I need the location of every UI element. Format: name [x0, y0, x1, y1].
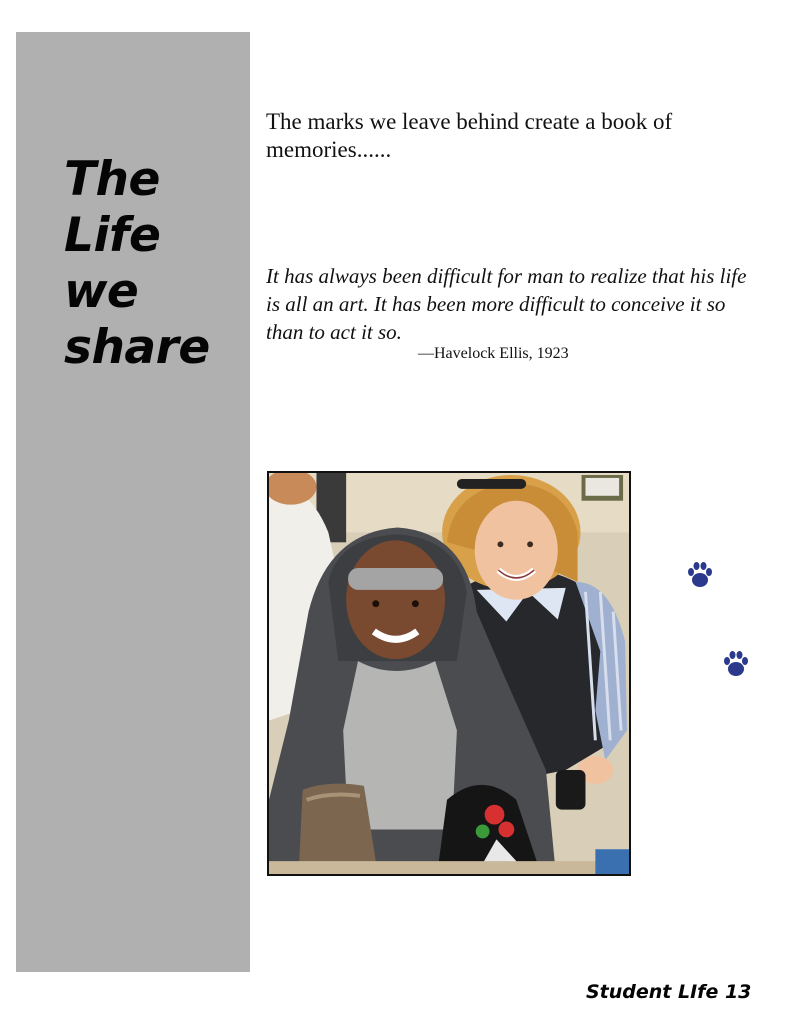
quote-text: It has always been difficult for man to realize that his life is all an art. It has been more difficult to conceive it so than to act it so. [266, 264, 747, 344]
intro-text: The marks we leave behind create a book of memories...... [266, 109, 673, 162]
paw-print-icon [720, 648, 752, 680]
paw-print-icon [684, 559, 716, 591]
photo-illustration [269, 473, 629, 874]
page-title [64, 152, 210, 376]
page-footer-label: Student LIfe 13 [586, 981, 752, 1003]
title-line-1: The [64, 152, 160, 207]
title-line-2: Life [64, 208, 161, 263]
student-photo [267, 471, 631, 876]
quote-attribution: —Havelock Ellis, 1923 [418, 345, 569, 362]
title-line-3: we [64, 264, 139, 319]
title-line-4: share [64, 320, 210, 375]
